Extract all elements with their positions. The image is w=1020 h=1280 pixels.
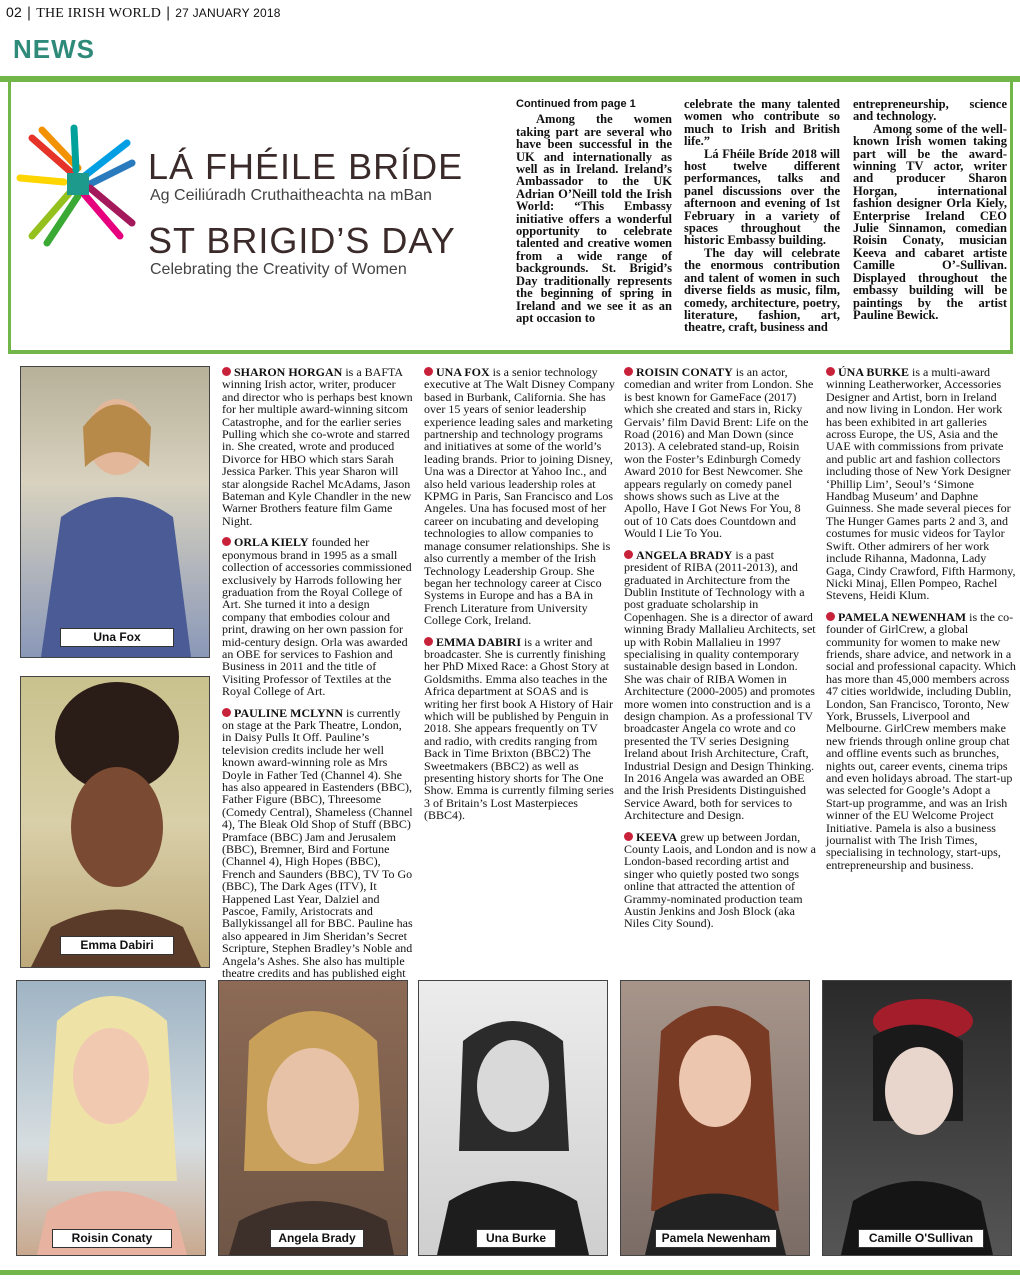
logo-irish-subtitle: Ag Ceiliúradh Cruthaitheachta na mBan bbox=[150, 187, 432, 204]
bullet-icon bbox=[424, 637, 433, 646]
photo-roisin-conaty bbox=[16, 980, 206, 1256]
logo-irish-title: LÁ FHÉILE BRÍDE bbox=[148, 146, 464, 187]
brigid-cross-icon bbox=[12, 118, 142, 253]
caption-angela-brady: Angela Brady bbox=[270, 1229, 364, 1248]
bio-orla-kiely: ORLA KIELY founded her eponymous brand in 1995 as a small collection of accessories commissioned exclusively by Harrods following her graduation from the Royal College of Art. She turned it into a design company that embodies colour and print, drawing on her own passion for mid-century design. Orla was awarded an OBE for services to Fashion and Business in 2011 and the title of Visiting Professor of Textiles at the Royal College of Art. bbox=[222, 535, 412, 699]
section-title: NEWS bbox=[13, 34, 95, 64]
caption-una-fox: Una Fox bbox=[60, 628, 174, 647]
frame-right-rule bbox=[1010, 82, 1013, 350]
portrait-silhouette bbox=[419, 981, 607, 1255]
masthead-separator-2: | bbox=[165, 5, 171, 21]
logo-english-title: ST BRIGID’S DAY bbox=[148, 220, 456, 261]
intro-paragraph: Lá Fhéile Bríde 2018 will host twelve different performances, talks and panel discussions over the afternoon and evening of 1st February in a variety of spaces throughout the historic Embassy building. bbox=[684, 146, 840, 248]
bullet-icon bbox=[424, 367, 433, 376]
bio-column-3 bbox=[624, 366, 816, 939]
intro-paragraph: Among the women taking part are several who have been successful in the UK and internationally as well as in Ireland. Ireland’s Ambassador to the UK Adrian O’Neill told the Irish World: “This Embassy initiative offers a wonderful opportunity to celebrate talented and creative women from a wide range of backgrounds. St. Brigid’s Day traditionally represents the beginning of spring in Ireland and we see it as an apt occasion to bbox=[516, 112, 672, 325]
bio-una-burke: ÚNA BURKE is a multi-award winning Leatherworker, Accessories Designer and Artist, born in Ireland and now living in London. Her work has been exhibited in art galleries across Europe, the US, Asia and the UAE with commissions from private and public art and fashion collectors including those of New York Designer ‘Phillip Lim’, Seoul’s ‘Simone Handbag Museum’ and Daphne Guinness. She made several pieces for The Hunger Games parts 2 and 3, and costumes for music videos for Taylor Swift. Other admirers of her work include Rihanna, Madonna, Lady Gaga, Cindy Crawford, Fifth Harmony, Nicki Minaj, Ellen Pompeo, Rachel Stevens, Heidi Klum. bbox=[826, 365, 1016, 603]
photo-una-fox bbox=[20, 366, 210, 658]
intro-paragraph: The day will celebrate the enormous contribution and talent of women in such diverse fields as music, film, comedy, architecture, poetry, literature, fashion, art, theatre, craft, business and bbox=[684, 245, 840, 335]
intro-column-2 bbox=[684, 98, 840, 334]
bio-column-1 bbox=[222, 366, 414, 1001]
bio-pamela-newenham: PAMELA NEWENHAM is the co-founder of GirlCrew, a global community for women to make new friends, share advice, and network in a social and professional capacity. Which has more than 45,000 members across 47 cities worldwide, including Dublin, London, San Francisco, Toronto, New York, Brussels, Liverpool and Melbourne. GirlCrew members make new friends through online group chat and offline events such as brunches, nights out, career events, cinema trips and even holidays abroad. The start-up was selected for Google’s Adopt a Start-up programme, and was an Irish winner of the EU Welcome Project Initiative. Pamela is also a business journalist with The Irish Times, specialising in technology, start-ups, entrepreneurship and business. bbox=[826, 609, 1016, 872]
portrait-silhouette bbox=[17, 981, 205, 1255]
caption-pamela-newenham: Pamela Newenham bbox=[655, 1229, 777, 1248]
intro-column-1 bbox=[516, 98, 672, 324]
portrait-silhouette bbox=[21, 367, 209, 657]
top-rule bbox=[0, 76, 1020, 82]
caption-camille-osullivan: Camille O'Sullivan bbox=[858, 1229, 984, 1248]
portrait-silhouette bbox=[621, 981, 809, 1255]
bio-angela-brady: ANGELA BRADY is a past president of RIBA (2011-2013), and graduated in Architecture from the Dublin Institute of Technology with a post graduate scholarship in Copenhagen. She is a director of award winning Brady Mallalieu Architects, set up with Robin Mallalieu in 1997 specialising in quality contemporary sustainable design based in London. She was chair of RIBA Women in Architecture (2000-2005) and promotes more women into construction and is a design champion. As a professional TV broadcaster Angela co wrote and co presented the TV series Designing Ireland about Irish Architecture, Craft, Industrial Design and Design Thinking. In 2016 Angela was awarded an OBE and the Irish Presidents Distinguished Service Award, both for services to Architecture and Design. bbox=[624, 547, 816, 823]
bio-emma-dabiri: EMMA DABIRI is a writer and broadcaster. She is currently finishing her PhD Mixed Race: a Ghost Story at Goldsmiths. Emma also teaches in the Africa department at SOAS and is writing her first book A History of Hair which will be published by Penguin in 2018. She appears frequently on TV and radio, with credits ranging from Back in Time Brixton (BBC2) The Sweetmakers (BBC2) as well as presenting history shorts for The One Show. Emma is currently filming series 3 of Britain’s Lost Masterpieces (BBC4). bbox=[424, 634, 614, 823]
bio-sharon-horgan: SHARON HORGAN is a BAFTA winning Irish actor, writer, producer and director who is perhaps best known for her multiple award-winning sitcom Catastrophe, and for the earlier series Pulling which she co-wrote and starred in. She created, wrote and produced Divorce for HBO which stars Sarah Jessica Parker. This year Sharon will star alongside Rachel McAdams, Jason Bateman and Kyle Chandler in the new Warner Brothers feature film Game Night. bbox=[222, 365, 413, 528]
bio-column-2 bbox=[424, 366, 616, 831]
photo-pamela-newenham bbox=[620, 980, 810, 1256]
masthead-separator: | bbox=[26, 5, 32, 21]
photo-una-burke bbox=[418, 980, 608, 1256]
bullet-icon bbox=[826, 612, 835, 621]
portrait-silhouette bbox=[219, 981, 407, 1255]
photo-camille-osullivan bbox=[822, 980, 1012, 1256]
intro-paragraph: entrepreneurship, science and technology. bbox=[853, 97, 1007, 124]
bio-una-fox: UNA FOX is a senior technology executive at The Walt Disney Company based in Burbank, California. She has over 15 years of senior leadership experience leading sales and marketing partnership and technology programs and initiatives at some of the world’s leading brands. Prior to joining Disney, Una was a Director at Yahoo Inc., and also held various leadership roles at KPMG in Paris, San Francisco and Los Angeles. Una has focused most of her career on incubating and developing technologies to allow companies to manage consumer relationships. She is also currently a member of the Irish Technology Leadership Group. She began her technology career at Cisco Systems in Europe and has a BA in French Literature from University College Cork, Ireland. bbox=[424, 365, 615, 628]
bottom-rule bbox=[0, 1270, 1020, 1275]
bullet-icon bbox=[222, 708, 231, 717]
bullet-icon bbox=[222, 367, 231, 376]
frame-left-rule bbox=[8, 82, 11, 350]
publication-name: THE IRISH WORLD bbox=[36, 6, 162, 21]
bullet-icon bbox=[826, 367, 835, 376]
caption-emma-dabiri: Emma Dabiri bbox=[60, 936, 174, 955]
bullet-icon bbox=[624, 832, 633, 841]
portrait-silhouette bbox=[823, 981, 1011, 1255]
intro-paragraph: Among some of the well-known Irish women taking part will be the award-winning TV actor, writer and producer Sharon Horgan, international fashion designer Orla Kiely, Enterprise Ireland CEO Julie Sinnamon, comedian Roisin Conaty, musician Keeva and cabaret artiste Camille O’-Sullivan. Displayed throughout the embassy building will be paintings by the artist Pauline Bewick. bbox=[853, 121, 1007, 322]
page-number: 02 bbox=[6, 4, 22, 20]
masthead bbox=[6, 4, 281, 22]
bio-roisin-conaty: ROISIN CONATY is an actor, comedian and writer from London. She is best known for GameFace (2017) which she created and stars in, Ricky Gervais’ film David Brent: Life on the Road (2016) and Man Down (since 2013). A celebrated stand-up, Roisin won the Foster’s Edinburgh Comedy Award 2010 for Best Newcomer. She appears regularly on comedy panel shows shows such as Live at the Apollo, Have I Got News For You, 8 out of 10 Cats does Countdown and Would I Lie To You. bbox=[624, 365, 814, 541]
logo-english-subtitle: Celebrating the Creativity of Women bbox=[150, 261, 407, 278]
photo-emma-dabiri bbox=[20, 676, 210, 968]
bullet-icon bbox=[222, 537, 231, 546]
intro-column-3 bbox=[853, 98, 1007, 321]
continued-from-label: Continued from page 1 bbox=[516, 98, 636, 110]
caption-una-burke: Una Burke bbox=[476, 1229, 556, 1248]
intro-paragraph: celebrate the many talented women who contribute so much to Irish and British life.” bbox=[684, 97, 840, 149]
issue-date: 27 JANUARY 2018 bbox=[175, 6, 281, 20]
bio-keeva: KEEVA grew up between Jordan, County Laois, and London and is now a London-based recording artist and singer who quietly posted two songs online that attracted the attention of Grammy-nominated production team Austin Jenkins and Josh Block (aka Niles City Sound). bbox=[624, 829, 816, 931]
portrait-silhouette bbox=[21, 677, 209, 967]
brigid-cross-logo bbox=[12, 118, 142, 253]
bullet-icon bbox=[624, 367, 633, 376]
mid-rule bbox=[8, 350, 1013, 354]
caption-roisin-conaty: Roisin Conaty bbox=[52, 1229, 172, 1248]
bio-column-4 bbox=[826, 366, 1016, 880]
bio-pauline-mclynn: PAULINE MCLYNN is currently on stage at the Park Theatre, London, in Daisy Pulls It Off. Pauline’s television credits include her well known award-winning role as Mrs Doyle in Father Ted (Channel 4). She has also appeared in Eastenders (BBC), Father Figure (BBC), Threesome (Comedy Central), Shameless (Channel 4), The Bleak Old Shop of Stuff (BBC) Pramface (BBC) Jam and Jerusalem (BBC), Bremner, Bird and Fortune (Channel 4), High Hopes (BBC), French and Saunders (BBC), TV To Go (BBC), The Dark Ages (ITV), It Happened Last Year, Dalziel and Pascoe, Family, Aristocrats and Ballykissangel all for BBC. Pauline has also appeared in Jim Sheridan’s Secret Scripture, Stephen Bradley’s Noble and Angela’s Ashes. She also has multiple theatre credits and has published eight bbox=[222, 705, 413, 981]
photo-angela-brady bbox=[218, 980, 408, 1256]
bullet-icon bbox=[624, 550, 633, 559]
